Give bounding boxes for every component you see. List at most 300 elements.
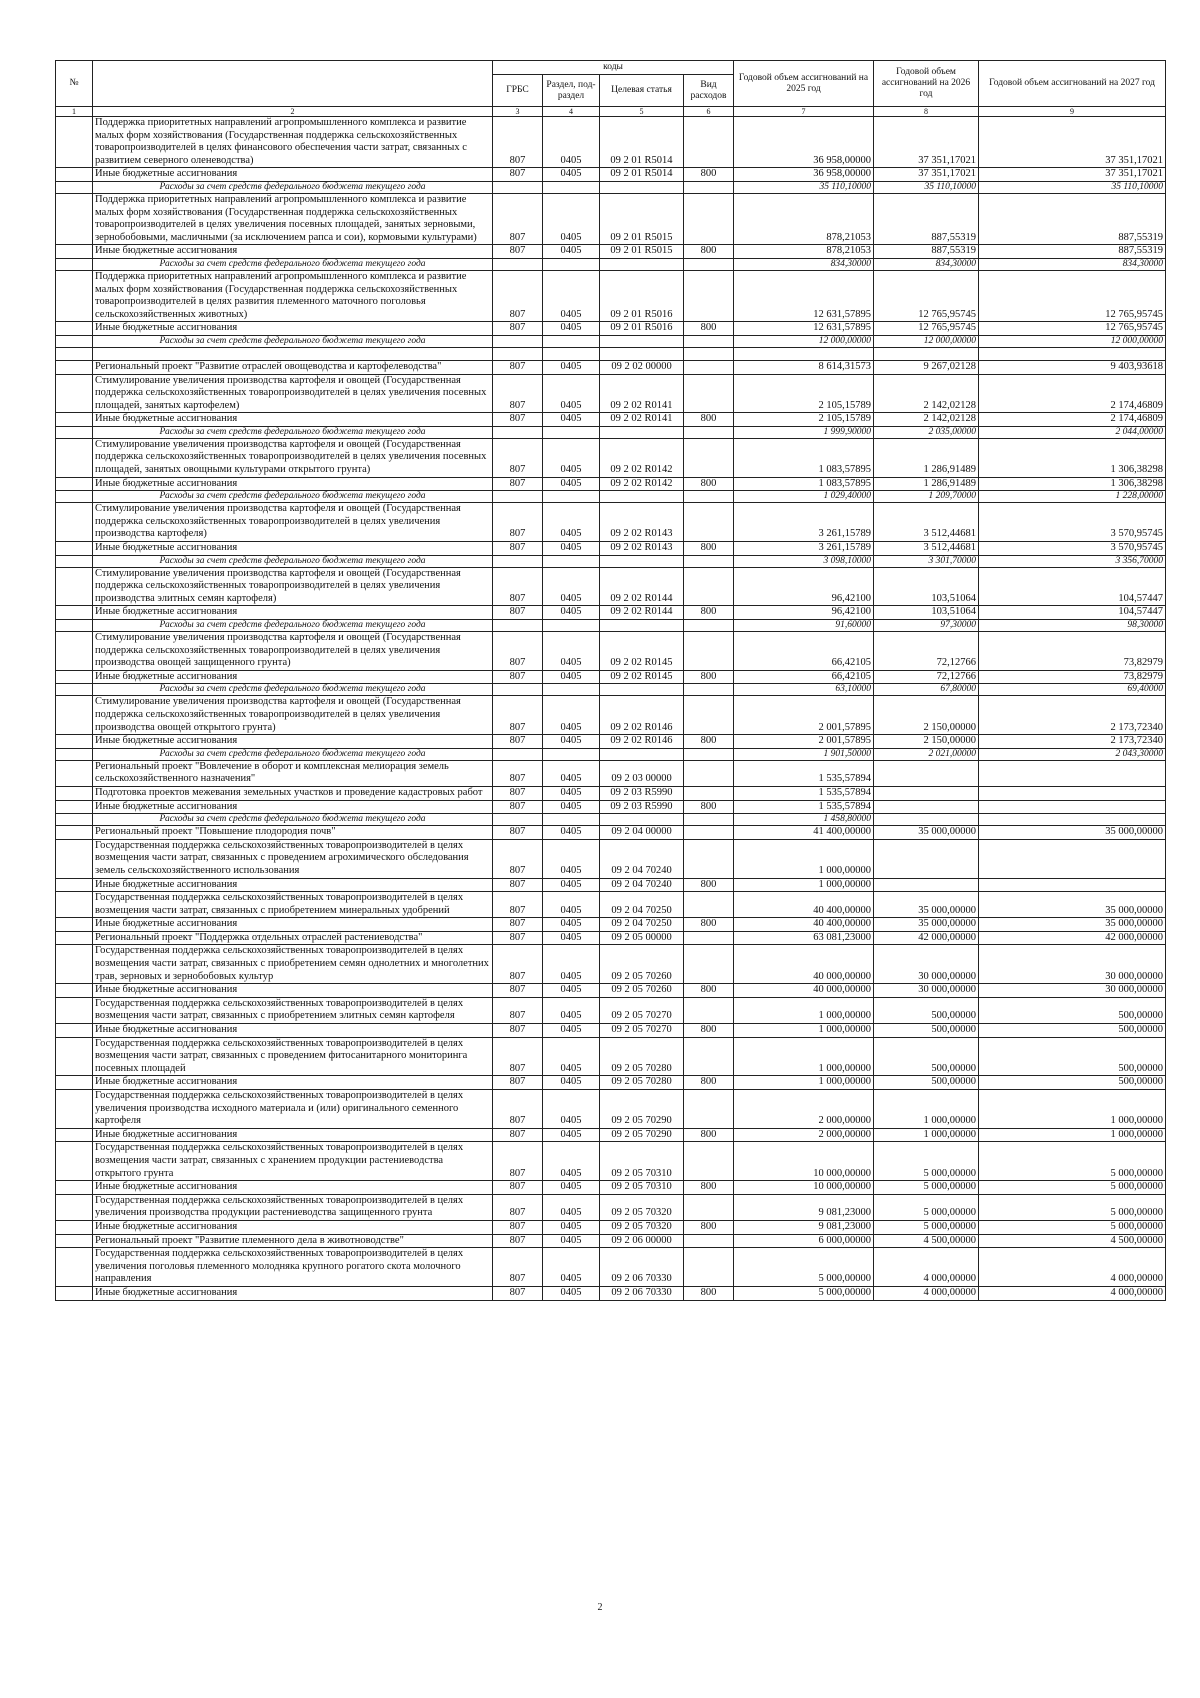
table-row (56, 503, 1166, 542)
amount-2026-cell: 37 351,17021 (874, 168, 979, 182)
section-cell: 0405 (543, 567, 600, 606)
amount-2026-cell (874, 814, 979, 826)
header-2026: Годовой объем ассигнований на 2026 год (874, 61, 979, 107)
row-name-cell: Поддержка приоритетных направлений агропромышленного комплекса и развитие малых форм хозяйствования (Государственная поддержка сельскохозяйственных товаропроизводителей в целях финансового обеспечения части затрат, связанных с развитием северного оленеводства) (93, 117, 493, 168)
amount-2026-cell: 5 000,00000 (874, 1220, 979, 1234)
amount-2026-cell (874, 347, 979, 360)
expense-type-cell: 800 (684, 1181, 734, 1195)
grbs-cell: 807 (493, 322, 543, 336)
amount-2025-cell: 3 098,10000 (734, 555, 874, 567)
grbs-cell (493, 555, 543, 567)
row-name-cell: Иные бюджетные ассигнования (93, 413, 493, 427)
target-article-cell (600, 335, 684, 347)
section-cell (543, 491, 600, 503)
amount-2026-cell: 1 000,00000 (874, 1090, 979, 1129)
federal-funds-row (56, 181, 1166, 193)
table-row (56, 168, 1166, 182)
target-article-cell (600, 814, 684, 826)
row-number-cell (56, 542, 93, 556)
amount-2025-cell: 2 105,15789 (734, 413, 874, 427)
expense-type-cell: 800 (684, 918, 734, 932)
row-number-cell (56, 931, 93, 945)
expense-type-cell (684, 931, 734, 945)
amount-2026-cell: 72,12766 (874, 632, 979, 671)
expense-type-cell (684, 567, 734, 606)
section-cell: 0405 (543, 1024, 600, 1038)
amount-2025-cell: 12 631,57895 (734, 270, 874, 321)
row-name-cell: Иные бюджетные ассигнования (93, 245, 493, 259)
expense-type-cell: 800 (684, 670, 734, 684)
row-name-cell: Государственная поддержка сельскохозяйственных товаропроизводителей в целях возмещения части затрат, связанных с проведением фитосанитарного мониторинга посевных площадей (93, 1037, 493, 1076)
amount-2026-cell: 103,51064 (874, 567, 979, 606)
amount-2026-cell: 500,00000 (874, 1037, 979, 1076)
row-name-cell: Расходы за счет средств федерального бюджета текущего года (93, 258, 493, 270)
amount-2026-cell: 3 301,70000 (874, 555, 979, 567)
amount-2025-cell: 5 000,00000 (734, 1248, 874, 1287)
amount-2027-cell: 35 000,00000 (979, 826, 1166, 840)
amount-2027-cell: 30 000,00000 (979, 945, 1166, 984)
section-cell: 0405 (543, 1220, 600, 1234)
amount-2026-cell: 2 142,02128 (874, 413, 979, 427)
target-article-cell: 09 2 04 70240 (600, 839, 684, 878)
target-article-cell: 09 2 04 00000 (600, 826, 684, 840)
header-codes: коды (493, 61, 734, 75)
section-cell: 0405 (543, 503, 600, 542)
row-number-cell (56, 360, 93, 374)
row-name-cell: Государственная поддержка сельскохозяйственных товаропроизводителей в целях увеличения производства исходного материала и (или) оригинального семенного картофеля (93, 1090, 493, 1129)
target-article-cell: 09 2 02 R0144 (600, 606, 684, 620)
amount-2025-cell: 40 400,00000 (734, 892, 874, 918)
grbs-cell: 807 (493, 270, 543, 321)
table-row (56, 374, 1166, 413)
amount-2027-cell: 2 043,30000 (979, 748, 1166, 760)
grbs-cell: 807 (493, 997, 543, 1023)
grbs-cell (493, 684, 543, 696)
grbs-cell: 807 (493, 945, 543, 984)
row-number-cell (56, 335, 93, 347)
amount-2026-cell: 2 021,00000 (874, 748, 979, 760)
target-article-cell: 09 2 03 00000 (600, 760, 684, 786)
target-article-cell: 09 2 02 R0144 (600, 567, 684, 606)
amount-2025-cell: 10 000,00000 (734, 1142, 874, 1181)
target-article-cell: 09 2 01 R5016 (600, 270, 684, 321)
grbs-cell (493, 814, 543, 826)
row-name-cell: Государственная поддержка сельскохозяйственных товаропроизводителей в целях возмещения части затрат, связанных с приобретением семян однолетних и многолетних трав, зерновых и зернобобовых культур (93, 945, 493, 984)
header-2025: Годовой объем ассигнований на 2025 год (734, 61, 874, 107)
row-number-cell (56, 503, 93, 542)
expense-type-cell (684, 892, 734, 918)
table-row (56, 1090, 1166, 1129)
target-article-cell: 09 2 01 R5016 (600, 322, 684, 336)
target-article-cell: 09 2 05 70260 (600, 945, 684, 984)
amount-2026-cell: 42 000,00000 (874, 931, 979, 945)
grbs-cell: 807 (493, 892, 543, 918)
row-name-cell: Иные бюджетные ассигнования (93, 1076, 493, 1090)
grbs-cell (493, 491, 543, 503)
amount-2026-cell: 5 000,00000 (874, 1181, 979, 1195)
federal-funds-row (56, 335, 1166, 347)
amount-2025-cell: 1 999,90000 (734, 426, 874, 438)
grbs-cell: 807 (493, 1024, 543, 1038)
grbs-cell: 807 (493, 632, 543, 671)
target-article-cell (600, 620, 684, 632)
table-row (56, 1076, 1166, 1090)
table-row (56, 800, 1166, 814)
row-number-cell (56, 997, 93, 1023)
target-article-cell: 09 2 02 R0146 (600, 735, 684, 749)
row-number-cell (56, 696, 93, 735)
amount-2025-cell: 96,42100 (734, 567, 874, 606)
target-article-cell: 09 2 02 00000 (600, 360, 684, 374)
expense-type-cell: 800 (684, 1076, 734, 1090)
grbs-cell (493, 347, 543, 360)
target-article-cell: 09 2 04 70250 (600, 892, 684, 918)
row-number-cell (56, 1194, 93, 1220)
grbs-cell: 807 (493, 826, 543, 840)
amount-2026-cell: 97,30000 (874, 620, 979, 632)
row-number-cell (56, 748, 93, 760)
amount-2025-cell: 66,42105 (734, 632, 874, 671)
amount-2027-cell: 104,57447 (979, 567, 1166, 606)
section-cell: 0405 (543, 696, 600, 735)
amount-2027-cell: 5 000,00000 (979, 1194, 1166, 1220)
row-name-cell: Иные бюджетные ассигнования (93, 918, 493, 932)
row-number-cell (56, 1181, 93, 1195)
grbs-cell: 807 (493, 606, 543, 620)
column-number: 7 (734, 107, 874, 117)
target-article-cell: 09 2 02 R0146 (600, 696, 684, 735)
amount-2025-cell: 878,21053 (734, 193, 874, 244)
grbs-cell: 807 (493, 800, 543, 814)
grbs-cell: 807 (493, 786, 543, 800)
target-article-cell: 09 2 04 70240 (600, 878, 684, 892)
target-article-cell: 09 2 02 R0145 (600, 670, 684, 684)
amount-2026-cell (874, 760, 979, 786)
amount-2025-cell: 1 083,57895 (734, 438, 874, 477)
expense-type-cell (684, 748, 734, 760)
expense-type-cell (684, 193, 734, 244)
target-article-cell: 09 2 05 00000 (600, 931, 684, 945)
section-cell (543, 426, 600, 438)
row-number-cell (56, 606, 93, 620)
amount-2027-cell: 73,82979 (979, 632, 1166, 671)
row-name-cell: Государственная поддержка сельскохозяйственных товаропроизводителей в целях возмещения части затрат, связанных с хранением продукции растениеводства открытого грунта (93, 1142, 493, 1181)
row-name-cell: Региональный проект "Повышение плодородия почв" (93, 826, 493, 840)
section-cell (543, 748, 600, 760)
table-row (56, 1286, 1166, 1300)
row-name-cell: Иные бюджетные ассигнования (93, 606, 493, 620)
expense-type-cell (684, 1142, 734, 1181)
amount-2025-cell: 3 261,15789 (734, 503, 874, 542)
target-article-cell: 09 2 05 70320 (600, 1220, 684, 1234)
amount-2025-cell: 36 958,00000 (734, 168, 874, 182)
row-name-cell: Иные бюджетные ассигнования (93, 1220, 493, 1234)
header-target: Целевая статья (600, 75, 684, 107)
row-name-cell: Региональный проект "Развитие отраслей овощеводства и картофелеводства" (93, 360, 493, 374)
spacer-row (56, 347, 1166, 360)
row-number-cell (56, 258, 93, 270)
amount-2027-cell: 887,55319 (979, 193, 1166, 244)
expense-type-cell (684, 491, 734, 503)
amount-2026-cell: 2 142,02128 (874, 374, 979, 413)
amount-2026-cell: 37 351,17021 (874, 117, 979, 168)
amount-2026-cell: 2 150,00000 (874, 735, 979, 749)
section-cell: 0405 (543, 878, 600, 892)
amount-2027-cell: 500,00000 (979, 1076, 1166, 1090)
header-num: № (56, 61, 93, 107)
row-number-cell (56, 839, 93, 878)
amount-2027-cell (979, 786, 1166, 800)
table-row (56, 632, 1166, 671)
amount-2026-cell: 12 765,95745 (874, 322, 979, 336)
amount-2026-cell: 500,00000 (874, 1024, 979, 1038)
amount-2027-cell: 35 110,10000 (979, 181, 1166, 193)
amount-2025-cell: 1 000,00000 (734, 997, 874, 1023)
row-number-cell (56, 1076, 93, 1090)
target-article-cell: 09 2 02 R0143 (600, 503, 684, 542)
row-number-cell (56, 670, 93, 684)
amount-2025-cell: 12 631,57895 (734, 322, 874, 336)
target-article-cell: 09 2 05 70290 (600, 1090, 684, 1129)
expense-type-cell: 800 (684, 1220, 734, 1234)
expense-type-cell (684, 760, 734, 786)
table-row (56, 670, 1166, 684)
grbs-cell: 807 (493, 1128, 543, 1142)
expense-type-cell: 800 (684, 1024, 734, 1038)
federal-funds-row (56, 491, 1166, 503)
table-row (56, 477, 1166, 491)
grbs-cell: 807 (493, 1286, 543, 1300)
section-cell (543, 555, 600, 567)
target-article-cell: 09 2 01 R5015 (600, 193, 684, 244)
header-grbs: ГРБС (493, 75, 543, 107)
target-article-cell: 09 2 02 R0141 (600, 413, 684, 427)
section-cell (543, 684, 600, 696)
grbs-cell: 807 (493, 1220, 543, 1234)
section-cell: 0405 (543, 374, 600, 413)
row-name-cell: Поддержка приоритетных направлений агропромышленного комплекса и развитие малых форм хозяйствования (Государственная поддержка сельскохозяйственных товаропроизводителей в целях увеличения посевных площадей, занятых зерновыми, зернобобовыми, масличными (за исключением рапса и сои), кормовыми культурами) (93, 193, 493, 244)
grbs-cell: 807 (493, 413, 543, 427)
target-article-cell: 09 2 01 R5015 (600, 245, 684, 259)
row-name-cell: Подготовка проектов межевания земельных участков и проведение кадастровых работ (93, 786, 493, 800)
amount-2027-cell: 5 000,00000 (979, 1142, 1166, 1181)
target-article-cell: 09 2 02 R0142 (600, 438, 684, 477)
grbs-cell: 807 (493, 1181, 543, 1195)
budget-table (55, 60, 1166, 1301)
table-row (56, 760, 1166, 786)
section-cell (543, 258, 600, 270)
target-article-cell: 09 2 04 70250 (600, 918, 684, 932)
grbs-cell: 807 (493, 542, 543, 556)
grbs-cell: 807 (493, 839, 543, 878)
amount-2027-cell: 2 174,46809 (979, 413, 1166, 427)
amount-2025-cell: 96,42100 (734, 606, 874, 620)
amount-2027-cell: 2 044,00000 (979, 426, 1166, 438)
row-name-cell: Иные бюджетные ассигнования (93, 322, 493, 336)
grbs-cell: 807 (493, 1248, 543, 1287)
expense-type-cell (684, 1037, 734, 1076)
row-number-cell (56, 374, 93, 413)
row-number-cell (56, 1234, 93, 1248)
grbs-cell (493, 181, 543, 193)
amount-2025-cell: 10 000,00000 (734, 1181, 874, 1195)
row-name-cell: Расходы за счет средств федерального бюджета текущего года (93, 181, 493, 193)
target-article-cell: 09 2 05 70280 (600, 1037, 684, 1076)
row-name-cell: Стимулирование увеличения производства картофеля и овощей (Государственная поддержка сельскохозяйственных товаропроизводителей в целях увеличения производства элитных семян картофеля) (93, 567, 493, 606)
grbs-cell: 807 (493, 1234, 543, 1248)
row-name-cell: Иные бюджетные ассигнования (93, 735, 493, 749)
amount-2027-cell: 35 000,00000 (979, 918, 1166, 932)
grbs-cell: 807 (493, 878, 543, 892)
amount-2025-cell: 8 614,31573 (734, 360, 874, 374)
table-row (56, 997, 1166, 1023)
row-number-cell (56, 193, 93, 244)
target-article-cell: 09 2 06 70330 (600, 1286, 684, 1300)
grbs-cell: 807 (493, 760, 543, 786)
amount-2027-cell: 2 173,72340 (979, 696, 1166, 735)
amount-2027-cell: 37 351,17021 (979, 117, 1166, 168)
amount-2027-cell: 5 000,00000 (979, 1181, 1166, 1195)
row-name-cell: Иные бюджетные ассигнования (93, 477, 493, 491)
amount-2025-cell: 35 110,10000 (734, 181, 874, 193)
row-name-cell: Расходы за счет средств федерального бюджета текущего года (93, 814, 493, 826)
grbs-cell (493, 748, 543, 760)
column-number: 6 (684, 107, 734, 117)
section-cell: 0405 (543, 117, 600, 168)
target-article-cell (600, 426, 684, 438)
amount-2026-cell: 1 000,00000 (874, 1128, 979, 1142)
expense-type-cell: 800 (684, 477, 734, 491)
row-name-cell: Расходы за счет средств федерального бюджета текущего года (93, 620, 493, 632)
amount-2027-cell: 30 000,00000 (979, 984, 1166, 998)
amount-2026-cell: 500,00000 (874, 1076, 979, 1090)
table-row (56, 567, 1166, 606)
row-name-cell: Стимулирование увеличения производства картофеля и овощей (Государственная поддержка сельскохозяйственных товаропроизводителей в целях увеличения посевных площадей, занятых картофелем) (93, 374, 493, 413)
expense-type-cell (684, 374, 734, 413)
grbs-cell: 807 (493, 360, 543, 374)
table-row (56, 193, 1166, 244)
amount-2025-cell: 63,10000 (734, 684, 874, 696)
column-number: 3 (493, 107, 543, 117)
row-number-cell (56, 245, 93, 259)
amount-2027-cell: 12 765,95745 (979, 322, 1166, 336)
expense-type-cell (684, 1234, 734, 1248)
row-number-cell (56, 632, 93, 671)
amount-2025-cell: 66,42105 (734, 670, 874, 684)
header-name (93, 61, 493, 107)
section-cell: 0405 (543, 193, 600, 244)
amount-2027-cell: 1 000,00000 (979, 1128, 1166, 1142)
expense-type-cell: 800 (684, 542, 734, 556)
row-number-cell (56, 1037, 93, 1076)
column-number-row (56, 107, 1166, 117)
grbs-cell: 807 (493, 567, 543, 606)
header-section: Раздел, под-раздел (543, 75, 600, 107)
amount-2026-cell: 1 286,91489 (874, 438, 979, 477)
table-row (56, 117, 1166, 168)
amount-2027-cell: 500,00000 (979, 1037, 1166, 1076)
amount-2027-cell: 500,00000 (979, 997, 1166, 1023)
amount-2025-cell: 40 000,00000 (734, 984, 874, 998)
row-number-cell (56, 918, 93, 932)
grbs-cell: 807 (493, 984, 543, 998)
amount-2027-cell (979, 760, 1166, 786)
target-article-cell: 09 2 01 R5014 (600, 168, 684, 182)
amount-2027-cell (979, 814, 1166, 826)
amount-2025-cell: 2 001,57895 (734, 735, 874, 749)
grbs-cell: 807 (493, 438, 543, 477)
amount-2027-cell: 9 403,93618 (979, 360, 1166, 374)
row-name-cell: Расходы за счет средств федерального бюджета текущего года (93, 748, 493, 760)
section-cell: 0405 (543, 826, 600, 840)
grbs-cell: 807 (493, 735, 543, 749)
row-number-cell (56, 945, 93, 984)
amount-2026-cell: 72,12766 (874, 670, 979, 684)
target-article-cell: 09 2 05 70310 (600, 1142, 684, 1181)
column-number: 4 (543, 107, 600, 117)
section-cell: 0405 (543, 1194, 600, 1220)
target-article-cell: 09 2 03 R5990 (600, 786, 684, 800)
section-cell (543, 347, 600, 360)
row-number-cell (56, 1090, 93, 1129)
row-number-cell (56, 1248, 93, 1287)
row-number-cell (56, 1286, 93, 1300)
amount-2026-cell (874, 839, 979, 878)
table-row (56, 1220, 1166, 1234)
table-row (56, 984, 1166, 998)
target-article-cell: 09 2 03 R5990 (600, 800, 684, 814)
amount-2027-cell: 37 351,17021 (979, 168, 1166, 182)
amount-2026-cell: 3 512,44681 (874, 542, 979, 556)
expense-type-cell (684, 426, 734, 438)
expense-type-cell (684, 620, 734, 632)
amount-2027-cell: 500,00000 (979, 1024, 1166, 1038)
amount-2027-cell: 3 356,70000 (979, 555, 1166, 567)
section-cell: 0405 (543, 892, 600, 918)
section-cell: 0405 (543, 360, 600, 374)
section-cell: 0405 (543, 1037, 600, 1076)
grbs-cell (493, 335, 543, 347)
target-article-cell: 09 2 02 R0141 (600, 374, 684, 413)
amount-2025-cell: 1 458,80000 (734, 814, 874, 826)
row-number-cell (56, 413, 93, 427)
amount-2026-cell: 4 000,00000 (874, 1248, 979, 1287)
grbs-cell: 807 (493, 670, 543, 684)
section-cell: 0405 (543, 735, 600, 749)
table-row (56, 839, 1166, 878)
table-row (56, 1142, 1166, 1181)
row-number-cell (56, 555, 93, 567)
section-cell (543, 181, 600, 193)
section-cell (543, 335, 600, 347)
amount-2026-cell: 887,55319 (874, 193, 979, 244)
amount-2027-cell: 2 173,72340 (979, 735, 1166, 749)
federal-funds-row (56, 555, 1166, 567)
expense-type-cell (684, 181, 734, 193)
amount-2027-cell: 5 000,00000 (979, 1220, 1166, 1234)
row-number-cell (56, 322, 93, 336)
section-cell: 0405 (543, 918, 600, 932)
federal-funds-row (56, 814, 1166, 826)
table-row (56, 542, 1166, 556)
amount-2025-cell: 3 261,15789 (734, 542, 874, 556)
section-cell: 0405 (543, 270, 600, 321)
row-name-cell: Государственная поддержка сельскохозяйственных товаропроизводителей в целях возмещения части затрат, связанных с приобретением минеральных удобрений (93, 892, 493, 918)
expense-type-cell (684, 503, 734, 542)
target-article-cell (600, 347, 684, 360)
amount-2026-cell: 500,00000 (874, 997, 979, 1023)
target-article-cell: 09 2 05 70310 (600, 1181, 684, 1195)
